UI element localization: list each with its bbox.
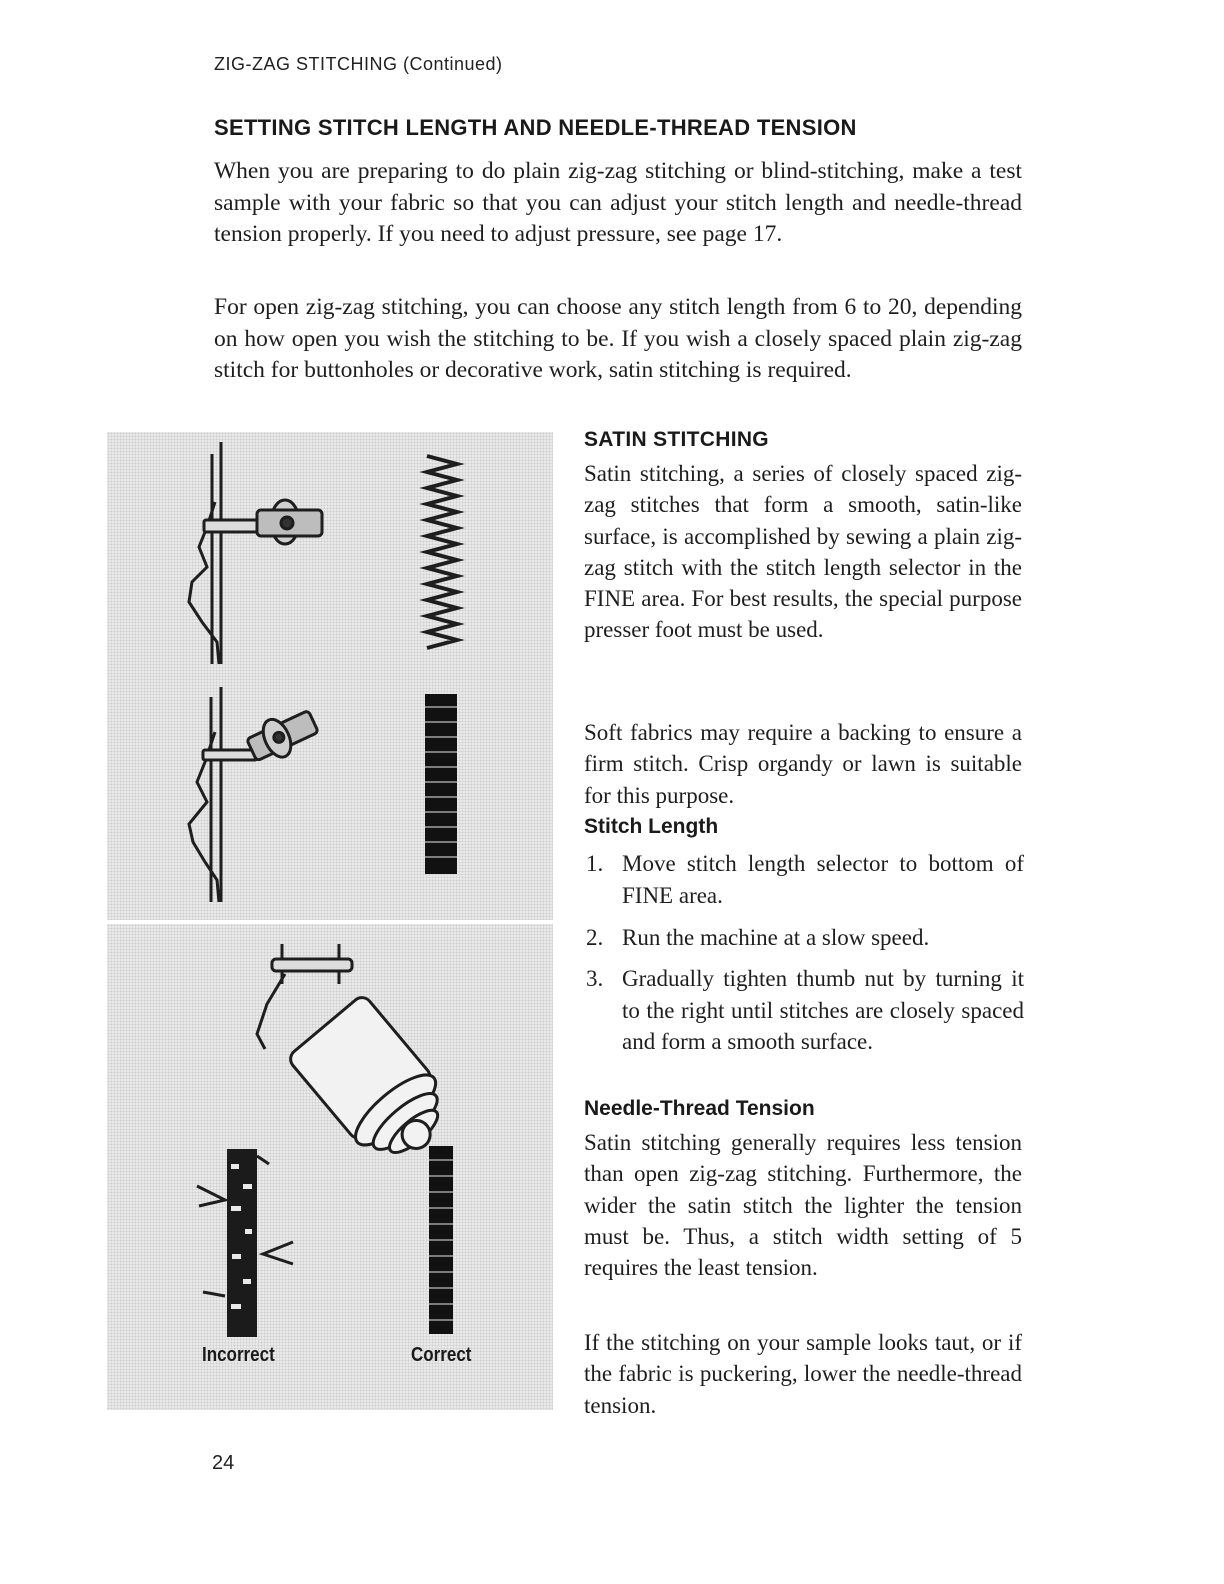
satin-needle-drawing [189, 687, 322, 902]
open-zigzag-sample [427, 456, 457, 648]
intro-paragraph-2: For open zig-zag stitching, you can choose any stitch length from 6 to 20, depending on how open you wish the stitching to be. If you wish a closely spaced plain zig-zag stitch for buttonholes or decorative work, satin stitching is required. [214, 294, 1022, 383]
correct-sample [429, 1146, 453, 1334]
tension-dial-drawing [257, 944, 463, 1177]
step-text: Gradually tighten thumb nut by turning it to the right until stitches are closely spaced and form a smooth surface. [622, 966, 1024, 1054]
page-number: 24 [212, 1452, 235, 1474]
step-text: Run the machine at a slow speed. [622, 925, 930, 950]
backing-paragraph: Soft fabrics may require a backing to ensure a firm stitch. Crisp organdy or lawn is suitable for this purpose. [584, 720, 1022, 808]
tension-drawing [107, 924, 553, 1410]
incorrect-sample [197, 1149, 293, 1337]
satin-stitching-heading: SATIN STITCHING [584, 428, 769, 451]
section-title: SETTING STITCH LENGTH AND NEEDLE-THREAD TENSION [214, 115, 857, 140]
taut-paragraph: If the stitching on your sample looks taut, or if the fabric is puckering, lower the needle-thread tension. [584, 1330, 1022, 1418]
tension-illustration [107, 924, 553, 1410]
satin-stitch-sample [425, 694, 457, 874]
stitch-length-illustration [107, 432, 553, 920]
incorrect-label: Incorrect [202, 1344, 275, 1366]
open-zigzag-needle-drawing [189, 442, 322, 664]
step-number: 2. [586, 925, 604, 950]
step-list-item [584, 922, 1024, 954]
needle-thread-tension-heading: Needle-Thread Tension [584, 1097, 815, 1120]
correct-label: Correct [411, 1344, 472, 1366]
step-number: 1. [586, 851, 604, 876]
satin-paragraph: Satin stitching, a series of closely spaced zig-zag stitches that form a smooth, satin-like surface, is accomplished by sewing a plain zig-zag stitch with the stitch length selector in the FINE area. For best results, the special purpose presser foot must be used. [584, 461, 1022, 643]
running-head: ZIG-ZAG STITCHING (Continued) [214, 54, 503, 74]
step-text: Move stitch length selector to bottom of FINE area. [622, 851, 1024, 908]
stitch-length-heading: Stitch Length [584, 815, 719, 838]
step-list-item [584, 848, 1024, 911]
step-number: 3. [586, 966, 604, 991]
tension-paragraph: Satin stitching generally requires less tension than open zig-zag stitching. Furthermore, the wider the satin stitch the lighter the tension must be. Thus, a stitch width setting of 5 requires the least tension. [584, 1130, 1022, 1281]
step-list-item [584, 963, 1024, 1058]
stitch-length-drawing [107, 432, 553, 920]
intro-paragraph-1: When you are preparing to do plain zig-zag stitching or blind-stitching, make a test sample with your fabric so that you can adjust your stitch length and needle-thread tension properly. If you need to adjust pressure, see page 17. [214, 158, 1022, 247]
